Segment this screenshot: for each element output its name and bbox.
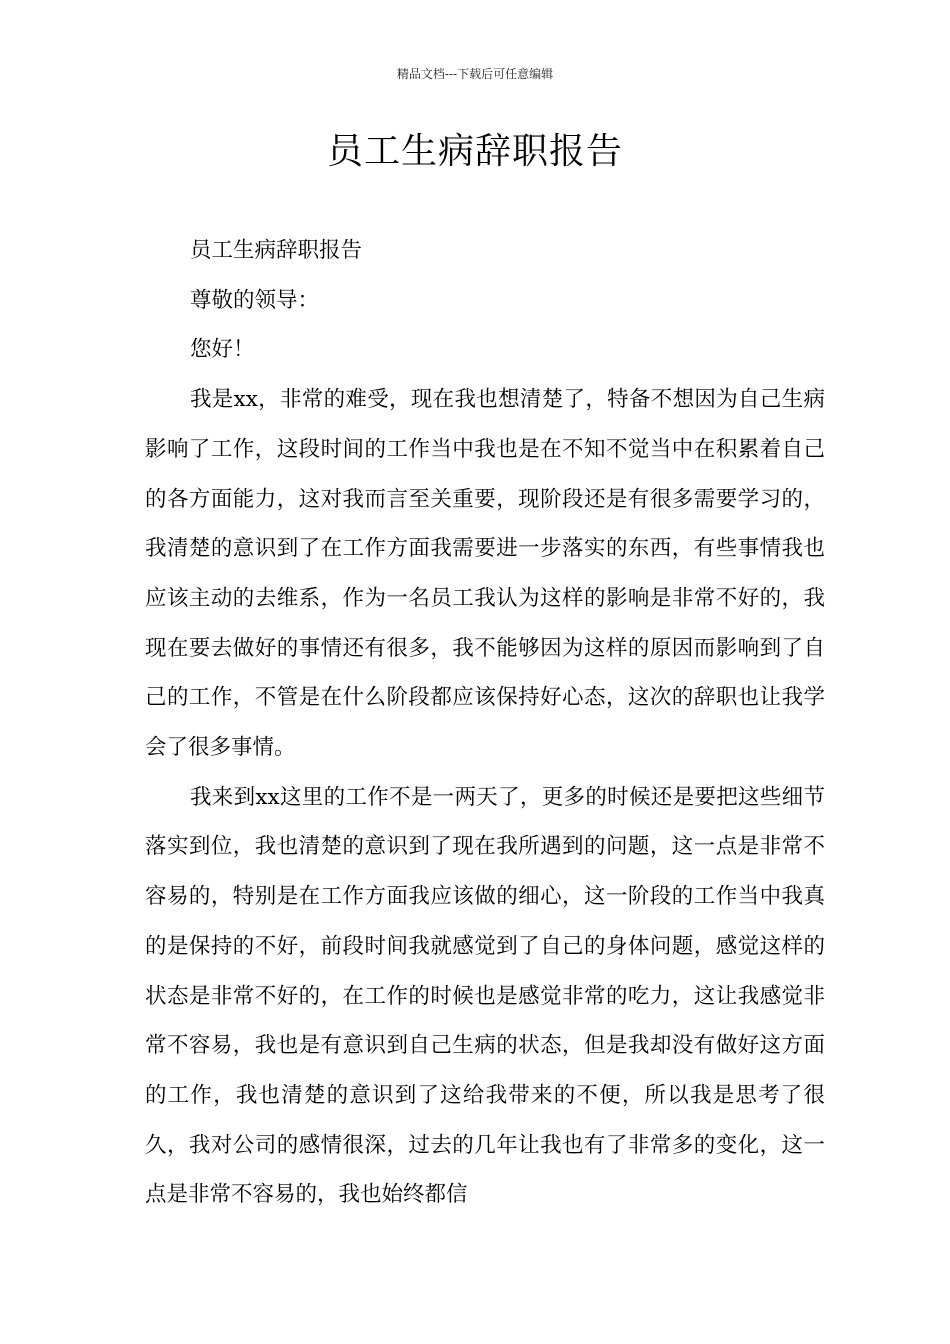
header-note: 精品文档---下载后可任意编辑 — [396, 67, 554, 81]
document-title: 员工生病辞职报告 — [326, 131, 623, 172]
body-paragraph-greeting: 您好！ — [190, 337, 255, 363]
body-paragraph-subtitle: 员工生病辞职报告 — [190, 238, 363, 263]
body-paragraph-salutation: 尊敬的领导： — [190, 287, 320, 313]
document-body — [145, 226, 825, 1220]
body-paragraph-1: 我是xx，非常的难受，现在我也想清楚了，特备不想因为自己生病影响了工作，这段时间的工作当中我也是在不知不觉当中在积累着自己的各方面能力，这对我而言至关重要，现阶段还是有很多需要学习的，我清楚的意识到了在工作方面我需要进一步落实的东西，有些事情我也应该主动的去维系，作为一名员工我认为这样的影响是非常不好的，我现在要去做好的事情还有很多，我不能够因为这样的原因而影响到了自己的工作，不管是在什么阶段都应该保持好心态，这次的辞职也让我学会了很多事情。 — [145, 387, 825, 761]
body-paragraph-2: 我来到xx这里的工作不是一两天了，更多的时候还是要把这些细节落实到位，我也清楚的意识到了现在我所遇到的问题，这一点是非常不容易的，特别是在工作方面我应该做的细心，这一阶段的工作当中我真的是保持的不好，前段时间我就感觉到了自己的身体问题，感觉这样的状态是非常不好的，在工作的时候也是感觉非常的吃力，这让我感觉非常不容易，我也是有意识到自己生病的状态，但是我却没有做好这方面的工作，我也清楚的意识到了这给我带来的不便，所以我是思考了很久，我对公司的感情很深，过去的几年让我也有了非常多的变化，这一点是非常不容易的，我也始终都信 — [145, 784, 825, 1208]
